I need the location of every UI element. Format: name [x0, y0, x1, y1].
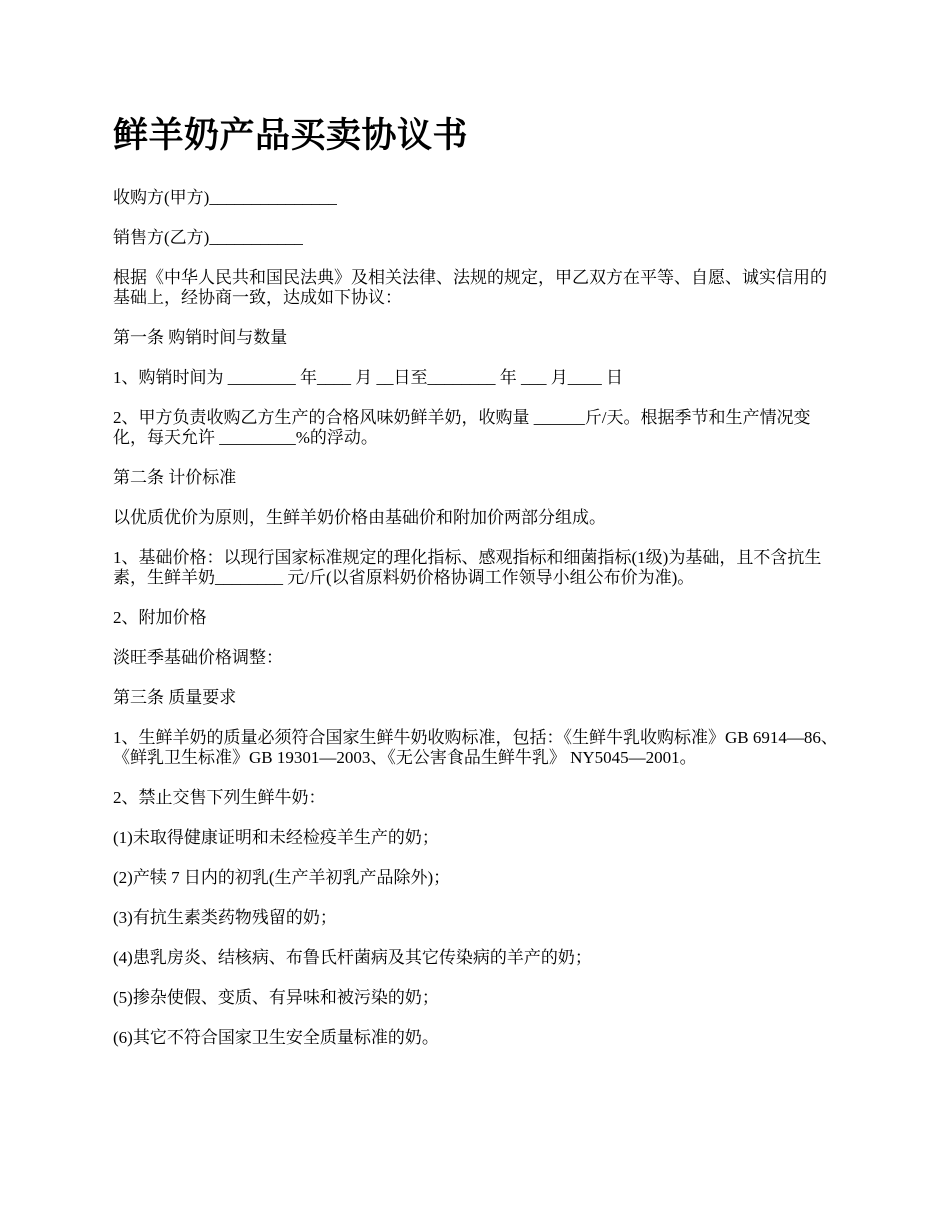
- article-2-clause-1: 1、基础价格：以现行国家标准规定的理化指标、感观指标和细菌指标(1级)为基础，且不含抗生素，生鲜羊奶________ 元/斤(以省原料奶价格协调工作领导小组公布价为准)。: [113, 548, 822, 587]
- document-page: [113, 110, 841, 1068]
- article-2-clause-2: 2、附加价格: [113, 608, 207, 627]
- prohibited-item-5: (5)掺杂使假、变质、有异味和被污染的奶；: [113, 988, 439, 1007]
- prohibited-item-3: (3)有抗生素类药物残留的奶；: [113, 908, 337, 927]
- article-1-heading: 第一条 购销时间与数量: [113, 328, 288, 347]
- document-title: 鲜羊奶产品买卖协议书: [113, 116, 469, 156]
- preamble-paragraph: 根据《中华人民共和国民法典》及相关法律、法规的规定，甲乙双方在平等、自愿、诚实信用的基础上，经协商一致，达成如下协议：: [113, 268, 827, 307]
- prohibited-item-2: (2)产犊 7 日内的初乳(生产羊初乳产品除外)；: [113, 868, 451, 887]
- article-1-clause-1: 1、购销时间为 ________ 年____ 月 __日至________ 年 ___ 月____ 日: [113, 368, 623, 387]
- article-3-heading: 第三条 质量要求: [113, 688, 237, 707]
- article-2-principle: 以优质优价为原则，生鲜羊奶价格由基础价和附加价两部分组成。: [113, 508, 606, 527]
- article-2-seasonal-adjustment: 淡旺季基础价格调整：: [113, 648, 283, 667]
- article-2-heading: 第二条 计价标准: [113, 468, 237, 487]
- party-a-line: 收购方(甲方)_______________: [113, 188, 337, 207]
- article-3-clause-2: 2、禁止交售下列生鲜牛奶：: [113, 788, 326, 807]
- prohibited-item-1: (1)未取得健康证明和未经检疫羊生产的奶；: [113, 828, 439, 847]
- article-1-clause-2: 2、甲方负责收购乙方生产的合格风味奶鲜羊奶，收购量 ______斤/天。根据季节和生产情况变化，每天允许 _________%的浮动。: [113, 408, 811, 447]
- prohibited-item-4: (4)患乳房炎、结核病、布鲁氏杆菌病及其它传染病的羊产的奶；: [113, 948, 592, 967]
- prohibited-item-6: (6)其它不符合国家卫生安全质量标准的奶。: [113, 1028, 439, 1047]
- party-b-line: 销售方(乙方)___________: [113, 228, 303, 247]
- article-3-clause-1: 1、生鲜羊奶的质量必须符合国家生鲜牛奶收购标准，包括：《生鲜牛乳收购标准》GB 6914—86、《鲜乳卫生标准》GB 19301—2003、《无公害食品生鲜牛乳》 NY5045—2001。: [113, 728, 838, 767]
